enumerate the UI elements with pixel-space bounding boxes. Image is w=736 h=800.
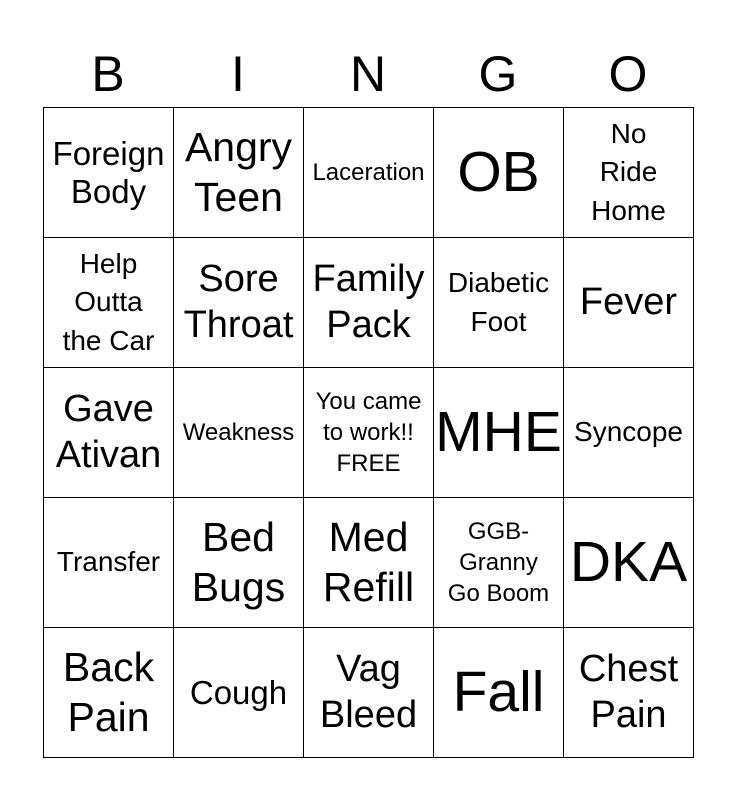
bingo-cell-label: Gave Ativan <box>55 387 162 476</box>
bingo-cell[interactable] <box>304 108 434 238</box>
bingo-cell[interactable] <box>174 628 304 758</box>
bingo-cell[interactable] <box>434 108 564 238</box>
bingo-cell-label: OB <box>457 140 540 204</box>
header-letter-g: G <box>478 46 518 102</box>
bingo-cell[interactable] <box>564 238 694 368</box>
bingo-cell-label: Foreign Body <box>52 134 165 210</box>
bingo-cell[interactable] <box>44 498 174 628</box>
bingo-cell-label: Sore Throat <box>183 257 294 346</box>
bingo-cell-label: Chest Pain <box>578 647 679 736</box>
bingo-cell[interactable] <box>44 108 174 238</box>
bingo-cell[interactable] <box>174 498 304 628</box>
bingo-cell-label: Diabetic Foot <box>447 266 550 337</box>
bingo-header <box>43 44 693 104</box>
bingo-cell-label: Help Outta the Car <box>62 247 155 356</box>
bingo-cell[interactable] <box>304 628 434 758</box>
bingo-cell[interactable] <box>434 368 564 498</box>
bingo-cell[interactable] <box>44 238 174 368</box>
bingo-cell[interactable] <box>304 498 434 628</box>
bingo-cell-label: Med Refill <box>322 514 415 610</box>
bingo-cell-label: No Ride Home <box>591 117 666 226</box>
bingo-cell-label: Fall <box>452 660 545 724</box>
bingo-cell-label: Laceration <box>312 158 425 186</box>
bingo-cell-label: Angry Teen <box>184 124 293 220</box>
bingo-cell[interactable] <box>174 238 304 368</box>
bingo-cell[interactable] <box>304 238 434 368</box>
bingo-cell-label: GGB- Granny Go Boom <box>447 517 550 608</box>
bingo-cell[interactable] <box>434 628 564 758</box>
bingo-cell[interactable] <box>174 368 304 498</box>
bingo-cell[interactable] <box>44 368 174 498</box>
bingo-cell-label: Syncope <box>574 416 683 448</box>
bingo-cell-label: Family Pack <box>312 257 425 346</box>
bingo-cell[interactable] <box>564 108 694 238</box>
bingo-cell[interactable] <box>564 498 694 628</box>
bingo-cell-label: Transfer <box>56 546 161 578</box>
header-letter-o: O <box>608 46 648 102</box>
header-letter-i: I <box>231 46 245 102</box>
bingo-cell-label: Back Pain <box>62 644 155 740</box>
header-letter-b: B <box>91 46 125 102</box>
bingo-cell[interactable] <box>434 238 564 368</box>
bingo-cell-label: Fever <box>579 280 678 323</box>
bingo-cell[interactable] <box>304 368 434 498</box>
bingo-cell-label: You came to work!! FREE <box>315 387 422 478</box>
bingo-cell-label: Vag Bleed <box>319 647 418 736</box>
bingo-cell-label: Cough <box>189 673 288 711</box>
header-letter-n: N <box>349 46 387 102</box>
bingo-cell[interactable] <box>564 628 694 758</box>
bingo-cell[interactable] <box>44 628 174 758</box>
bingo-cell-label: MHE <box>435 400 562 464</box>
bingo-cell[interactable] <box>564 368 694 498</box>
bingo-cell-label: Weakness <box>182 418 295 446</box>
bingo-cell[interactable] <box>174 108 304 238</box>
bingo-cell[interactable] <box>434 498 564 628</box>
bingo-cell-label: Bed Bugs <box>191 514 286 610</box>
bingo-cell-label: DKA <box>569 530 688 594</box>
bingo-card-grid <box>43 107 694 758</box>
